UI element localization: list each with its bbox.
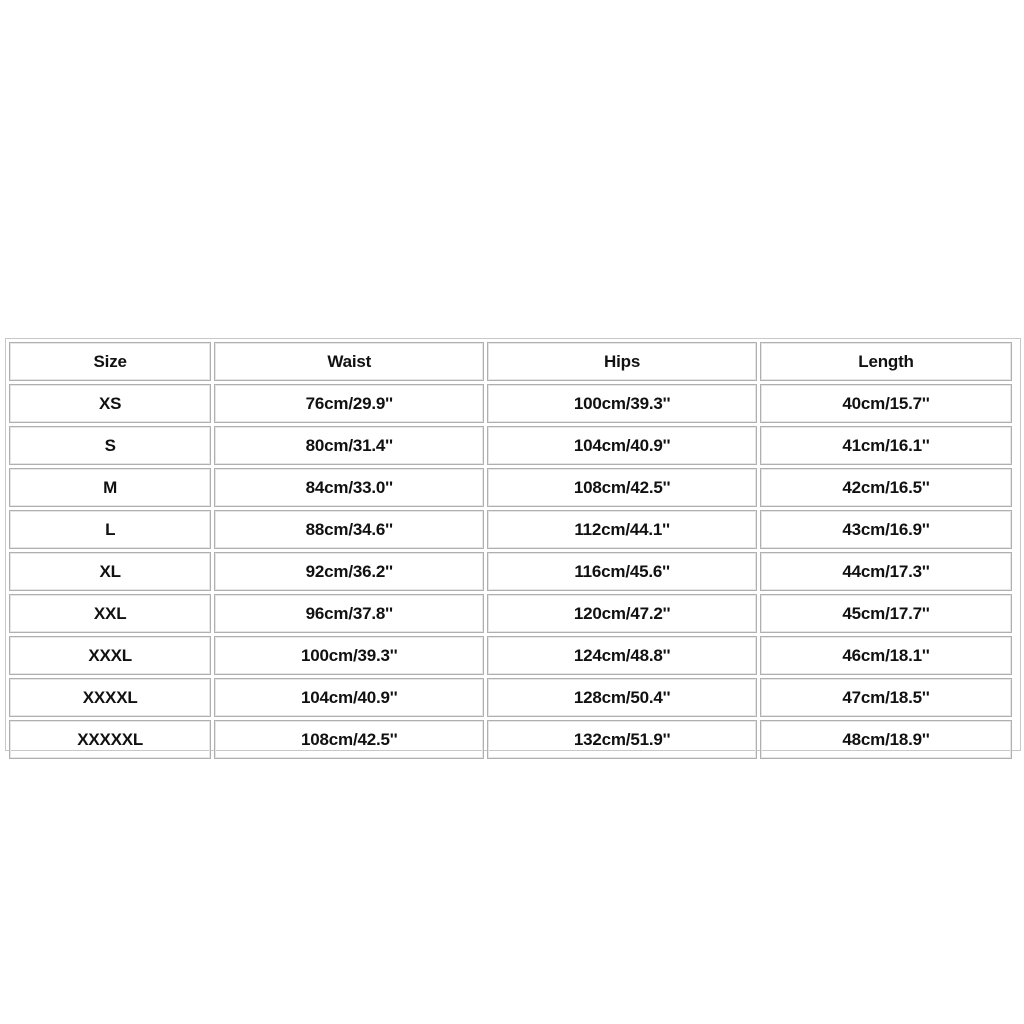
cell-size: XL bbox=[9, 552, 211, 591]
table-row bbox=[9, 636, 1012, 675]
size-chart bbox=[5, 338, 1021, 751]
cell-waist: 80cm/31.4'' bbox=[214, 426, 484, 465]
cell-hips: 120cm/47.2'' bbox=[487, 594, 757, 633]
cell-length: 43cm/16.9'' bbox=[760, 510, 1012, 549]
cell-length: 41cm/16.1'' bbox=[760, 426, 1012, 465]
cell-size: XXXXXL bbox=[9, 720, 211, 759]
cell-hips: 100cm/39.3'' bbox=[487, 384, 757, 423]
cell-size: XXXXL bbox=[9, 678, 211, 717]
header-length: Length bbox=[760, 342, 1012, 381]
cell-waist: 84cm/33.0'' bbox=[214, 468, 484, 507]
header-hips: Hips bbox=[487, 342, 757, 381]
cell-length: 47cm/18.5'' bbox=[760, 678, 1012, 717]
cell-waist: 88cm/34.6'' bbox=[214, 510, 484, 549]
cell-hips: 112cm/44.1'' bbox=[487, 510, 757, 549]
header-row bbox=[9, 342, 1012, 381]
table-row bbox=[9, 720, 1012, 759]
cell-length: 44cm/17.3'' bbox=[760, 552, 1012, 591]
cell-length: 42cm/16.5'' bbox=[760, 468, 1012, 507]
cell-hips: 132cm/51.9'' bbox=[487, 720, 757, 759]
cell-hips: 104cm/40.9'' bbox=[487, 426, 757, 465]
cell-hips: 124cm/48.8'' bbox=[487, 636, 757, 675]
table-row bbox=[9, 510, 1012, 549]
cell-size: XXXL bbox=[9, 636, 211, 675]
cell-waist: 100cm/39.3'' bbox=[214, 636, 484, 675]
cell-length: 46cm/18.1'' bbox=[760, 636, 1012, 675]
table-row bbox=[9, 594, 1012, 633]
table-row bbox=[9, 678, 1012, 717]
table-row bbox=[9, 384, 1012, 423]
table-row bbox=[9, 468, 1012, 507]
cell-size: S bbox=[9, 426, 211, 465]
size-table bbox=[6, 339, 1015, 762]
cell-waist: 76cm/29.9'' bbox=[214, 384, 484, 423]
cell-waist: 96cm/37.8'' bbox=[214, 594, 484, 633]
cell-size: XXL bbox=[9, 594, 211, 633]
cell-waist: 92cm/36.2'' bbox=[214, 552, 484, 591]
cell-hips: 128cm/50.4'' bbox=[487, 678, 757, 717]
header-waist: Waist bbox=[214, 342, 484, 381]
table-row bbox=[9, 552, 1012, 591]
cell-length: 40cm/15.7'' bbox=[760, 384, 1012, 423]
cell-size: M bbox=[9, 468, 211, 507]
cell-hips: 116cm/45.6'' bbox=[487, 552, 757, 591]
cell-waist: 108cm/42.5'' bbox=[214, 720, 484, 759]
table-row bbox=[9, 426, 1012, 465]
cell-waist: 104cm/40.9'' bbox=[214, 678, 484, 717]
cell-size: L bbox=[9, 510, 211, 549]
cell-length: 48cm/18.9'' bbox=[760, 720, 1012, 759]
cell-hips: 108cm/42.5'' bbox=[487, 468, 757, 507]
cell-size: XS bbox=[9, 384, 211, 423]
cell-length: 45cm/17.7'' bbox=[760, 594, 1012, 633]
header-size: Size bbox=[9, 342, 211, 381]
